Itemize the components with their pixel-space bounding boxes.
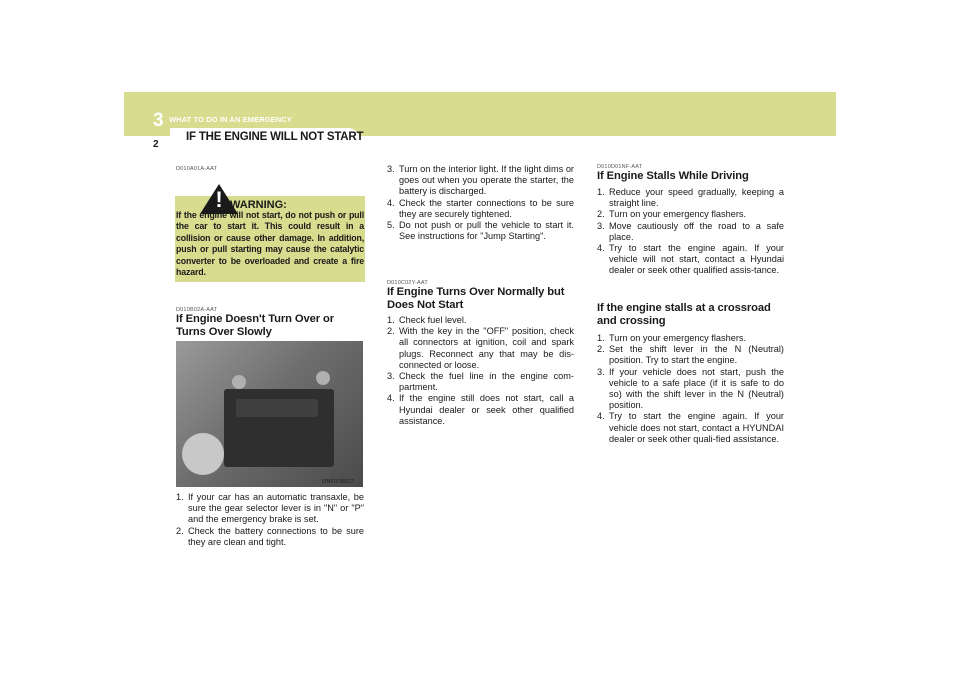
- section1-steps-col1: [176, 492, 364, 548]
- exclamation-icon: !: [215, 187, 223, 212]
- list-item: 3. Move cautiously off the road to a safe place.: [597, 220, 784, 242]
- list-item: 1. Check fuel level.: [387, 315, 467, 325]
- list-item: 4. Check the starter connections to be sure they are securely tightened.: [387, 197, 574, 219]
- photo-code: ONF078017: [322, 479, 354, 485]
- section1-steps-col2: [387, 164, 574, 242]
- list-item: 4. Try to start the engine again. If your vehicle will not start, contact a Hyundai dealer or seek other qualified assis-tance.: [597, 243, 784, 276]
- list-item: 3. Check the fuel line in the engine com-partment.: [387, 371, 574, 393]
- section4-heading: If the engine stalls at a crossroad and crossing: [597, 302, 771, 327]
- section2-code: D010C02Y-AAT: [387, 280, 428, 286]
- list-item: 1. If your car has an automatic transaxle, be sure the gear selector lever is in "N" or "P" and the emergency brake is set.: [176, 492, 364, 525]
- page-number: 2: [153, 139, 159, 150]
- battery-label-shape: [236, 399, 318, 417]
- list-item: 1. Reduce your speed gradually, keeping a straight line.: [597, 187, 784, 209]
- list-item: 3. If your vehicle does not start, push the vehicle to a safe place (if it is safe to do so) with the shift lever in the N (Neutral) position.: [597, 366, 784, 411]
- battery-terminal-shape: [232, 375, 246, 389]
- section2-heading: If Engine Turns Over Normally but Does Not Start: [387, 286, 565, 311]
- section3-steps: [597, 187, 784, 277]
- radiator-cap-shape: [182, 433, 224, 475]
- section3-heading: If Engine Stalls While Driving: [597, 170, 749, 182]
- section2-steps: [387, 315, 574, 427]
- list-item: 2. Check the battery connections to be sure they are clean and tight.: [176, 525, 364, 547]
- engine-battery-photo: [176, 341, 363, 487]
- section-title: IF THE ENGINE WILL NOT START: [186, 131, 364, 143]
- section1-heading: If Engine Doesn't Turn Over or Turns Over Slowly: [176, 313, 334, 338]
- list-item: 2. Set the shift lever in the N (Neutral) position. Try to start the engine.: [597, 344, 784, 366]
- chapter-number: 3: [153, 110, 164, 131]
- list-item: 3. Turn on the interior light. If the light dims or goes out when you operate the starter, the battery is discharged.: [387, 164, 574, 197]
- chapter-title: WHAT TO DO IN AN EMERGENCY: [169, 115, 292, 124]
- list-item: 1. Turn on your emergency flashers.: [597, 333, 747, 343]
- list-item: 5. Do not push or pull the vehicle to start it. See instructions for "Jump Starting".: [387, 220, 574, 242]
- section1-code: D010B02A-AAT: [176, 307, 218, 313]
- list-item: 2. Turn on your emergency flashers.: [597, 209, 747, 220]
- section3-code: D010D01NF-AAT: [597, 164, 643, 170]
- list-item: 4. Try to start the engine again. If your vehicle does not start, contact a HYUNDAI dealer or seek other quali-fied assistance.: [597, 411, 784, 444]
- warning-label: WARNING:: [230, 199, 287, 211]
- battery-terminal-shape: [316, 371, 330, 385]
- section4-steps: [597, 333, 784, 445]
- warning-code: D010A01A-AAT: [176, 166, 218, 172]
- list-item: 4. If the engine still does not start, call a Hyundai dealer or seek other qualified assistance.: [387, 393, 574, 426]
- list-item: 2. With the key in the "OFF" position, check all connectors at ignition, coil and spark plugs. Reconnect any that may be dis-connected or loose.: [387, 326, 574, 370]
- warning-text: If the engine will not start, do not push or pull the car to start it. This could result in a collision or cause other damage. In addition, push or pull starting may cause the catalytic converter to be overloaded and create a fire hazard.: [176, 210, 364, 278]
